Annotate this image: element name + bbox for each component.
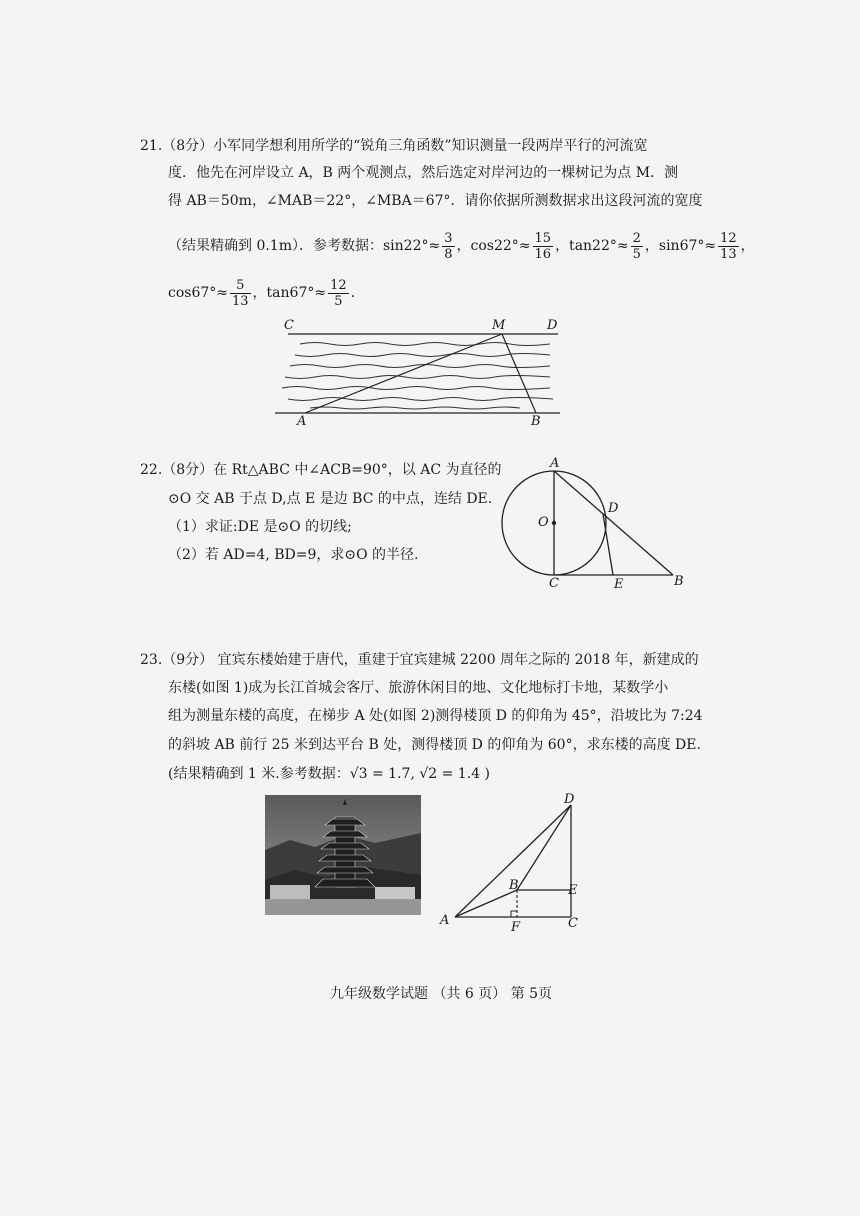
q23-label-e: E [568,883,578,898]
q21-tan22-fraction: $\frac{2}{5}$ [632,230,641,262]
page-footer: 九年级数学试题 （共 6 页） 第 5页 [330,986,553,1002]
q23-line-3: 组为测量东楼的高度，在梯步 A 处(如图 2)测得楼顶 D 的仰角为 45°，沿坡比为 7:24 [168,708,703,724]
q22-label-c: C [549,576,559,591]
q21-label-c: C [284,318,294,333]
q23-label-d: D [564,792,575,807]
q21-cos22-fraction: $\frac{15}{16}$ [534,230,552,262]
q23-line-4: 的斜坡 AB 前行 25 米到达平台 B 处，测得楼顶 D 的仰角为 60°，求东楼的高度 DE. [168,737,701,753]
q22-label-e: E [614,577,624,592]
q21-label-a: A [297,414,307,429]
q23-line-2: 东楼(如图 1)成为长江首城会客厅、旅游休闲目的地、文化地标打卡地，某数学小 [168,680,669,696]
q23-slope-figure [445,795,585,925]
q21-sin67-fraction: $\frac{12}{13}$ [720,230,737,262]
q21-sin22-label: sin22°≈ [383,238,441,254]
q21-tan67-fraction: $\frac{12}{5}$ [330,277,347,309]
east-tower-photo [265,795,421,915]
q22-label-a: A [550,456,560,471]
q22-label-b: B [674,574,684,589]
q21-line-3: 得 AB＝50m，∠MAB＝22°，∠MBA＝67°．请你依据所测数据求出这段河流的宽度 [168,193,703,209]
q22-line-1: 22.（8分）在 Rt△ABC 中∠ACB=90°，以 AC 为直径的 [140,462,502,478]
q21-line4-end: ， [740,238,755,254]
q21-line-4 [168,228,755,264]
q21-precision-note: （结果精确到 0.1m）．参考数据： [168,238,383,254]
q21-label-b: B [531,414,541,429]
q22-line-3: （1）求证:DE 是⊙O 的切线; [168,519,352,535]
q21-tan22-label: ，tan22°≈ [555,238,629,254]
q21-line-5 [168,275,365,311]
q22-circle-figure [495,460,695,590]
q21-cos22-label: ，cos22°≈ [456,238,531,254]
q22-label-d: D [608,501,619,516]
q22-label-o: O [538,515,549,530]
q21-line5-end: ． [350,285,365,301]
q21-label-m: M [492,318,506,333]
q21-label-d: D [547,318,558,333]
q21-sin22-fraction: $\frac{3}{8}$ [444,230,453,262]
q23-line-1: 23.（9分） 宜宾东楼始建于唐代，重建于宜宾建城 2200 周年之际的 2018 年，新建成的 [140,652,699,668]
q23-label-a: A [440,913,450,928]
q21-cos67-fraction: $\frac{5}{13}$ [232,277,249,309]
q23-line-5: (结果精确到 1 米.参考数据：√3 = 1.7, √2 = 1.4 ) [168,766,490,782]
q21-line-2: 度．他先在河岸设立 A，B 两个观测点，然后选定对岸河边的一棵树记为点 M．测 [168,165,679,181]
q21-river-figure [270,318,570,428]
q22-line-2: ⊙O 交 AB 于点 D,点 E 是边 BC 的中点，连结 DE. [168,491,493,507]
q21-sin67-label: ，sin67°≈ [644,238,717,254]
q21-cos67-label: cos67°≈ [168,285,228,301]
q21-line-1: 21.（8分）小军同学想利用所学的“锐角三角函数”知识测量一段两岸平行的河流宽 [140,138,648,154]
q23-label-b: B [509,878,519,893]
q23-label-c: C [568,916,578,931]
q21-tan67-label: ，tan67°≈ [252,285,327,301]
q23-label-f: F [511,920,521,935]
q22-line-4: （2）若 AD=4, BD=9，求⊙O 的半径. [168,547,419,563]
